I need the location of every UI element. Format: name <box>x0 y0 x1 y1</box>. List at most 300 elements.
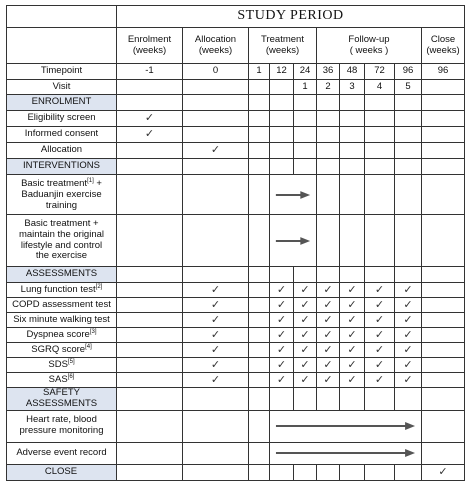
empty-cell <box>183 215 249 267</box>
empty-cell <box>365 159 395 175</box>
empty-cell <box>395 464 422 480</box>
check-mark-cell <box>117 127 183 143</box>
timepoint-value: 12 <box>270 64 294 80</box>
empty-cell <box>340 215 365 267</box>
phase-header: Follow-up ( weeks ) <box>317 28 422 64</box>
table-row <box>7 95 465 111</box>
section-header-close: CLOSE <box>7 464 117 480</box>
check-mark-cell <box>395 328 422 343</box>
check-mark-cell <box>317 358 340 373</box>
arrow-cell <box>270 215 317 267</box>
timepoint-value: 24 <box>294 64 317 80</box>
table-row <box>7 64 465 80</box>
check-icon: ✓ <box>323 297 333 311</box>
visit-value <box>249 80 270 95</box>
check-icon: ✓ <box>210 282 221 296</box>
check-icon: ✓ <box>374 372 385 386</box>
empty-cell <box>365 127 395 143</box>
check-icon: ✓ <box>323 327 333 341</box>
check-mark-cell <box>270 358 294 373</box>
empty-cell <box>317 95 340 111</box>
spirit-schedule-table <box>6 5 465 481</box>
empty-cell <box>317 388 340 411</box>
empty-cell <box>340 95 365 111</box>
empty-cell <box>183 159 249 175</box>
safety-item <box>7 442 117 464</box>
check-icon: ✓ <box>403 282 413 296</box>
table-row <box>7 28 465 64</box>
empty-cell <box>183 175 249 215</box>
empty-cell <box>317 464 340 480</box>
check-mark-cell <box>395 373 422 388</box>
table-row <box>7 159 465 175</box>
empty-cell <box>270 159 294 175</box>
row-label: SAS <box>48 374 68 386</box>
visit-value: 2 <box>317 80 340 95</box>
row-label: Basic treatment <box>21 177 88 189</box>
timepoint-value: 0 <box>183 64 249 80</box>
check-mark-cell <box>395 313 422 328</box>
check-mark-cell <box>340 328 365 343</box>
timepoint-value: 36 <box>317 64 340 80</box>
check-icon: ✓ <box>347 327 357 341</box>
check-icon: ✓ <box>276 282 287 296</box>
corner-cell <box>7 6 117 28</box>
check-mark-cell <box>183 313 249 328</box>
check-mark-cell <box>183 373 249 388</box>
check-mark-cell <box>270 313 294 328</box>
row-label: Six minute walking test <box>13 313 110 325</box>
empty-cell <box>117 388 183 411</box>
check-icon: ✓ <box>403 327 413 341</box>
check-icon: ✓ <box>438 464 448 478</box>
empty-cell <box>249 111 270 127</box>
empty-cell <box>422 388 465 411</box>
empty-cell <box>340 464 365 480</box>
empty-cell <box>117 175 183 215</box>
empty-cell <box>270 111 294 127</box>
check-mark-cell <box>294 298 317 313</box>
check-mark-cell <box>270 298 294 313</box>
reference-mark: [2] <box>95 283 103 290</box>
empty-cell <box>249 215 270 267</box>
check-icon: ✓ <box>276 327 287 341</box>
table-row <box>7 464 465 480</box>
enrolment-item <box>7 143 117 159</box>
reference-mark: [4] <box>85 343 92 350</box>
empty-cell <box>340 127 365 143</box>
empty-cell <box>422 95 465 111</box>
empty-cell <box>249 298 270 313</box>
check-icon: ✓ <box>403 342 413 356</box>
empty-cell <box>249 127 270 143</box>
check-mark-cell <box>270 328 294 343</box>
check-mark-cell <box>183 343 249 358</box>
check-icon: ✓ <box>300 357 310 371</box>
intervention-item <box>7 215 117 267</box>
check-mark-cell <box>183 283 249 298</box>
empty-cell <box>249 267 270 283</box>
check-mark-cell <box>365 298 395 313</box>
empty-cell <box>422 442 465 464</box>
check-mark-cell <box>395 298 422 313</box>
check-mark-cell <box>365 313 395 328</box>
check-icon: ✓ <box>210 372 221 386</box>
empty-cell <box>270 464 294 480</box>
arrow-cell <box>270 442 422 464</box>
empty-cell <box>117 143 183 159</box>
empty-cell <box>117 159 183 175</box>
empty-cell <box>294 111 317 127</box>
empty-cell <box>422 298 465 313</box>
empty-cell <box>249 442 270 464</box>
assessment-item <box>7 313 117 328</box>
visit-value <box>183 80 249 95</box>
check-mark-cell <box>183 143 249 159</box>
arrow-right-icon <box>270 421 421 431</box>
visit-value <box>270 80 294 95</box>
visit-label: Visit <box>7 80 117 95</box>
timepoint-value: 96 <box>422 64 465 80</box>
empty-cell <box>117 358 183 373</box>
check-icon: ✓ <box>210 327 221 341</box>
reference-mark: [6] <box>67 373 75 380</box>
arrow-head <box>405 422 415 430</box>
empty-cell <box>395 127 422 143</box>
check-mark-cell <box>395 283 422 298</box>
assessment-item <box>7 373 117 388</box>
check-mark-cell <box>317 373 340 388</box>
check-icon: ✓ <box>323 372 333 386</box>
check-mark-cell <box>294 358 317 373</box>
empty-cell <box>249 95 270 111</box>
empty-cell <box>422 127 465 143</box>
empty-cell <box>317 267 340 283</box>
assessment-item <box>7 343 117 358</box>
check-mark-cell <box>294 328 317 343</box>
check-icon: ✓ <box>323 357 333 371</box>
empty-cell <box>183 127 249 143</box>
check-icon: ✓ <box>347 342 357 356</box>
check-icon: ✓ <box>210 143 221 157</box>
timepoint-value: 72 <box>365 64 395 80</box>
check-icon: ✓ <box>323 282 333 296</box>
empty-cell <box>117 298 183 313</box>
timepoint-value: 48 <box>340 64 365 80</box>
row-label: Heart rate, blood pressure monitoring <box>19 414 104 437</box>
empty-cell <box>340 111 365 127</box>
table-row <box>7 267 465 283</box>
empty-cell <box>422 373 465 388</box>
assessment-item <box>7 328 117 343</box>
check-mark-cell <box>270 373 294 388</box>
section-header-interventions: INTERVENTIONS <box>7 159 117 175</box>
visit-value <box>117 80 183 95</box>
check-icon: ✓ <box>276 372 287 386</box>
row-label: Basic treatment + maintain the original lifestyle and control the exercise <box>18 217 105 262</box>
check-icon: ✓ <box>300 282 310 296</box>
check-icon: ✓ <box>210 342 221 356</box>
empty-cell <box>365 464 395 480</box>
row-label-cont: + Baduanjin exercise training <box>21 177 102 211</box>
empty-cell <box>294 159 317 175</box>
empty-cell <box>117 373 183 388</box>
check-mark-cell <box>294 373 317 388</box>
row-label: Allocation <box>40 144 83 156</box>
empty-cell <box>317 127 340 143</box>
table-row <box>7 328 465 343</box>
check-mark-cell <box>317 313 340 328</box>
row-label: SDS <box>48 359 68 371</box>
check-mark-cell <box>365 328 395 343</box>
section-header-assessments: ASSESSMENTS <box>7 267 117 283</box>
arrow-right-icon <box>270 236 316 246</box>
empty-cell <box>395 159 422 175</box>
check-icon: ✓ <box>347 312 357 326</box>
empty-cell <box>249 410 270 442</box>
check-icon: ✓ <box>300 342 310 356</box>
check-icon: ✓ <box>144 127 155 141</box>
timepoint-value: 96 <box>395 64 422 80</box>
empty-cell <box>270 267 294 283</box>
empty-cell <box>249 373 270 388</box>
check-mark-cell <box>183 328 249 343</box>
empty-cell <box>395 215 422 267</box>
row-label: Adverse event record <box>16 446 107 458</box>
empty-cell <box>249 343 270 358</box>
empty-cell <box>365 111 395 127</box>
empty-cell <box>249 283 270 298</box>
empty-cell <box>117 328 183 343</box>
empty-cell <box>249 313 270 328</box>
visit-value: 4 <box>365 80 395 95</box>
phase-header: Treatment (weeks) <box>249 28 317 64</box>
timepoint-value: 1 <box>249 64 270 80</box>
row-label: Eligibility screen <box>27 112 96 124</box>
empty-cell <box>183 267 249 283</box>
arrow-cell <box>270 410 422 442</box>
empty-cell <box>395 111 422 127</box>
check-mark-cell <box>317 343 340 358</box>
check-mark-cell <box>294 343 317 358</box>
check-icon: ✓ <box>374 312 385 326</box>
empty-cell <box>340 143 365 159</box>
enrolment-item <box>7 111 117 127</box>
empty-cell <box>422 175 465 215</box>
visit-value: 3 <box>340 80 365 95</box>
empty-cell <box>270 388 294 411</box>
empty-cell <box>249 159 270 175</box>
empty-cell <box>340 267 365 283</box>
empty-cell <box>183 111 249 127</box>
empty-cell <box>117 313 183 328</box>
empty-cell <box>317 111 340 127</box>
corner-cell <box>7 28 117 64</box>
arrow-right-icon <box>270 448 421 458</box>
reference-mark: [5] <box>67 358 75 365</box>
empty-cell <box>422 410 465 442</box>
empty-cell <box>422 215 465 267</box>
row-label: Informed consent <box>24 128 99 140</box>
table-row <box>7 143 465 159</box>
empty-cell <box>365 95 395 111</box>
empty-cell <box>422 313 465 328</box>
check-icon: ✓ <box>144 111 155 125</box>
check-mark-cell <box>183 358 249 373</box>
empty-cell <box>270 95 294 111</box>
empty-cell <box>365 143 395 159</box>
row-label: COPD assessment test <box>12 298 111 310</box>
check-mark-cell <box>183 298 249 313</box>
empty-cell <box>249 388 270 411</box>
empty-cell <box>117 267 183 283</box>
check-icon: ✓ <box>276 357 287 371</box>
empty-cell <box>422 159 465 175</box>
check-icon: ✓ <box>276 312 287 326</box>
empty-cell <box>422 267 465 283</box>
study-period-title: STUDY PERIOD <box>117 6 465 28</box>
check-mark-cell <box>270 283 294 298</box>
empty-cell <box>117 410 183 442</box>
reference-mark: [3] <box>89 328 97 335</box>
arrow-right-icon <box>270 190 316 200</box>
empty-cell <box>270 143 294 159</box>
empty-cell <box>340 175 365 215</box>
empty-cell <box>249 464 270 480</box>
empty-cell <box>117 215 183 267</box>
table-row <box>7 388 465 411</box>
table-row <box>7 358 465 373</box>
check-mark-cell <box>340 358 365 373</box>
row-label: Lung function test <box>20 284 96 296</box>
check-icon: ✓ <box>210 297 221 311</box>
check-icon: ✓ <box>347 297 357 311</box>
empty-cell <box>294 267 317 283</box>
check-icon: ✓ <box>347 372 357 386</box>
table-row <box>7 313 465 328</box>
empty-cell <box>294 127 317 143</box>
check-icon: ✓ <box>403 357 413 371</box>
safety-item <box>7 410 117 442</box>
check-icon: ✓ <box>347 357 357 371</box>
check-mark-cell <box>365 373 395 388</box>
empty-cell <box>395 388 422 411</box>
check-mark-cell <box>340 313 365 328</box>
empty-cell <box>117 343 183 358</box>
row-label: SGRQ score <box>31 344 86 356</box>
table-row <box>7 6 465 28</box>
check-icon: ✓ <box>300 372 310 386</box>
check-mark-cell <box>270 343 294 358</box>
check-icon: ✓ <box>323 312 333 326</box>
table-row <box>7 298 465 313</box>
empty-cell <box>183 442 249 464</box>
check-mark-cell <box>317 298 340 313</box>
row-label: Dyspnea score <box>26 329 90 341</box>
check-mark-cell <box>294 283 317 298</box>
empty-cell <box>365 388 395 411</box>
arrow-head <box>300 237 310 245</box>
check-icon: ✓ <box>276 342 287 356</box>
empty-cell <box>183 388 249 411</box>
empty-cell <box>317 143 340 159</box>
table-row <box>7 373 465 388</box>
assessment-item <box>7 283 117 298</box>
empty-cell <box>317 159 340 175</box>
check-mark-cell <box>365 283 395 298</box>
check-icon: ✓ <box>374 282 385 296</box>
section-header-enrolment: ENROLMENT <box>7 95 117 111</box>
table-row <box>7 410 465 442</box>
timepoint-value: -1 <box>117 64 183 80</box>
check-icon: ✓ <box>374 327 385 341</box>
empty-cell <box>249 358 270 373</box>
arrow-head <box>405 449 415 457</box>
check-icon: ✓ <box>300 312 310 326</box>
enrolment-item <box>7 127 117 143</box>
visit-value: 1 <box>294 80 317 95</box>
empty-cell <box>422 111 465 127</box>
check-icon: ✓ <box>300 297 310 311</box>
empty-cell <box>270 127 294 143</box>
check-mark-cell <box>422 464 465 480</box>
empty-cell <box>395 175 422 215</box>
empty-cell <box>340 159 365 175</box>
table-row <box>7 80 465 95</box>
check-icon: ✓ <box>300 327 310 341</box>
empty-cell <box>365 215 395 267</box>
table-row <box>7 175 465 215</box>
intervention-item <box>7 175 117 215</box>
empty-cell <box>117 442 183 464</box>
empty-cell <box>249 143 270 159</box>
table-row <box>7 343 465 358</box>
empty-cell <box>117 464 183 480</box>
check-icon: ✓ <box>374 342 385 356</box>
empty-cell <box>117 283 183 298</box>
empty-cell <box>183 410 249 442</box>
empty-cell <box>395 143 422 159</box>
check-mark-cell <box>294 313 317 328</box>
check-mark-cell <box>340 343 365 358</box>
empty-cell <box>317 175 340 215</box>
assessment-item <box>7 298 117 313</box>
visit-value <box>422 80 465 95</box>
empty-cell <box>117 95 183 111</box>
check-mark-cell <box>317 328 340 343</box>
empty-cell <box>294 143 317 159</box>
section-header-safety: SAFETY ASSESSMENTS <box>7 388 117 411</box>
arrow-cell <box>270 175 317 215</box>
empty-cell <box>422 283 465 298</box>
check-mark-cell <box>365 343 395 358</box>
check-mark-cell <box>340 283 365 298</box>
check-icon: ✓ <box>210 312 221 326</box>
empty-cell <box>294 388 317 411</box>
check-mark-cell <box>365 358 395 373</box>
empty-cell <box>395 267 422 283</box>
empty-cell <box>294 464 317 480</box>
check-mark-cell <box>395 358 422 373</box>
check-mark-cell <box>340 373 365 388</box>
reference-mark: [1] <box>87 177 94 184</box>
check-icon: ✓ <box>323 342 333 356</box>
empty-cell <box>422 143 465 159</box>
phase-header: Allocation (weeks) <box>183 28 249 64</box>
empty-cell <box>422 343 465 358</box>
empty-cell <box>183 464 249 480</box>
check-icon: ✓ <box>276 297 287 311</box>
